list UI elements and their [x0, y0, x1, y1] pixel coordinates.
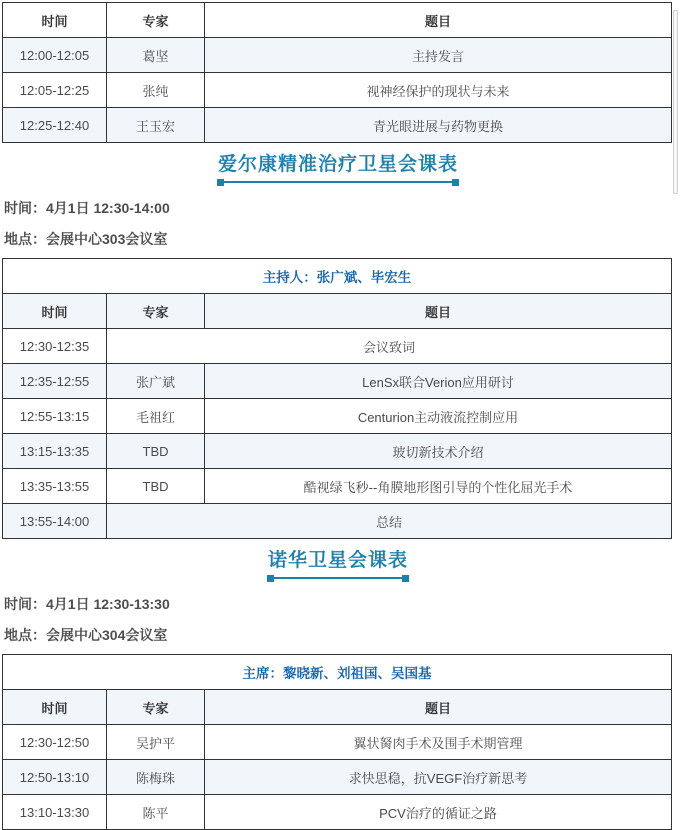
table-row	[3, 504, 672, 539]
column-header: 题目	[205, 294, 672, 329]
column-header: 专家	[107, 294, 205, 329]
topic-cell: 会议致词	[107, 329, 672, 364]
section-title: 诺华卫星会课表	[267, 550, 408, 571]
table-row	[3, 725, 672, 760]
section-alcon-satellite	[2, 152, 674, 539]
session-location: 地点：会展中心303会议室	[4, 231, 168, 247]
table-header-row	[3, 3, 672, 38]
time-cell: 12:55-13:15	[3, 399, 107, 434]
schedule-table-novartis	[2, 654, 672, 830]
section-title-block	[2, 152, 674, 183]
time-cell: 13:55-14:00	[3, 504, 107, 539]
table-row	[3, 364, 672, 399]
topic-cell: 视神经保护的现状与未来	[205, 73, 672, 108]
topic-cell: 玻切新技术介绍	[205, 434, 672, 469]
column-header: 时间	[3, 294, 107, 329]
topic-cell: 求快思稳，抗VEGF治疗新思考	[205, 760, 672, 795]
column-header: 时间	[3, 3, 107, 38]
table-header-row	[3, 294, 672, 329]
expert-cell: 毛祖红	[107, 399, 205, 434]
topic-cell: 酷视绿飞秒--角膜地形图引导的个性化屈光手术	[205, 469, 672, 504]
session-location: 地点：会展中心304会议室	[4, 627, 168, 643]
table-row	[3, 73, 672, 108]
topic-cell: 总结	[107, 504, 672, 539]
time-cell: 12:35-12:55	[3, 364, 107, 399]
expert-cell: 张纯	[107, 73, 205, 108]
table-header-row	[3, 690, 672, 725]
section-title: 爱尔康精准治疗卫星会课表	[217, 154, 458, 175]
topic-cell: LenSx联合Verion应用研讨	[205, 364, 672, 399]
expert-cell: TBD	[107, 469, 205, 504]
session-time: 时间：4月1日 12:30-13:30	[4, 596, 170, 612]
time-cell: 12:25-12:40	[3, 108, 107, 143]
scrollbar-track[interactable]	[673, 10, 678, 194]
time-cell: 12:30-12:35	[3, 329, 107, 364]
schedule-table-top	[2, 2, 672, 143]
session-time: 时间：4月1日 12:30-14:00	[4, 200, 170, 216]
banner-text: 主持人：张广斌、毕宏生	[3, 259, 672, 294]
section-title-block	[2, 548, 674, 579]
section-novartis-satellite	[2, 548, 674, 830]
time-cell: 12:00-12:05	[3, 38, 107, 73]
expert-cell: 张广斌	[107, 364, 205, 399]
table-row	[3, 795, 672, 830]
expert-cell: 陈梅珠	[107, 760, 205, 795]
table-banner-row	[3, 655, 672, 690]
expert-cell: 吴护平	[107, 725, 205, 760]
title-underline	[268, 577, 408, 579]
title-underline	[218, 181, 458, 183]
time-cell: 13:35-13:55	[3, 469, 107, 504]
table-row	[3, 434, 672, 469]
time-cell: 12:30-12:50	[3, 725, 107, 760]
column-header: 专家	[107, 3, 205, 38]
topic-cell: PCV治疗的循证之路	[205, 795, 672, 830]
topic-cell: 青光眼进展与药物更换	[205, 108, 672, 143]
table-row	[3, 108, 672, 143]
time-cell: 12:50-13:10	[3, 760, 107, 795]
table-row	[3, 469, 672, 504]
banner-text: 主席：黎晓新、刘祖国、吴国基	[3, 655, 672, 690]
table-row	[3, 329, 672, 364]
column-header: 题目	[205, 690, 672, 725]
expert-cell: 陈平	[107, 795, 205, 830]
topic-cell: 主持发言	[205, 38, 672, 73]
expert-cell: 王玉宏	[107, 108, 205, 143]
table-row	[3, 760, 672, 795]
time-cell: 13:10-13:30	[3, 795, 107, 830]
table-row	[3, 399, 672, 434]
column-header: 题目	[205, 3, 672, 38]
table-row	[3, 38, 672, 73]
section-top-schedule	[2, 2, 674, 143]
expert-cell: TBD	[107, 434, 205, 469]
time-cell: 13:15-13:35	[3, 434, 107, 469]
column-header: 时间	[3, 690, 107, 725]
expert-cell: 葛坚	[107, 38, 205, 73]
time-cell: 12:05-12:25	[3, 73, 107, 108]
column-header: 专家	[107, 690, 205, 725]
schedule-table-alcon	[2, 258, 672, 539]
table-banner-row	[3, 259, 672, 294]
topic-cell: Centurion主动液流控制应用	[205, 399, 672, 434]
topic-cell: 翼状胬肉手术及围手术期管理	[205, 725, 672, 760]
